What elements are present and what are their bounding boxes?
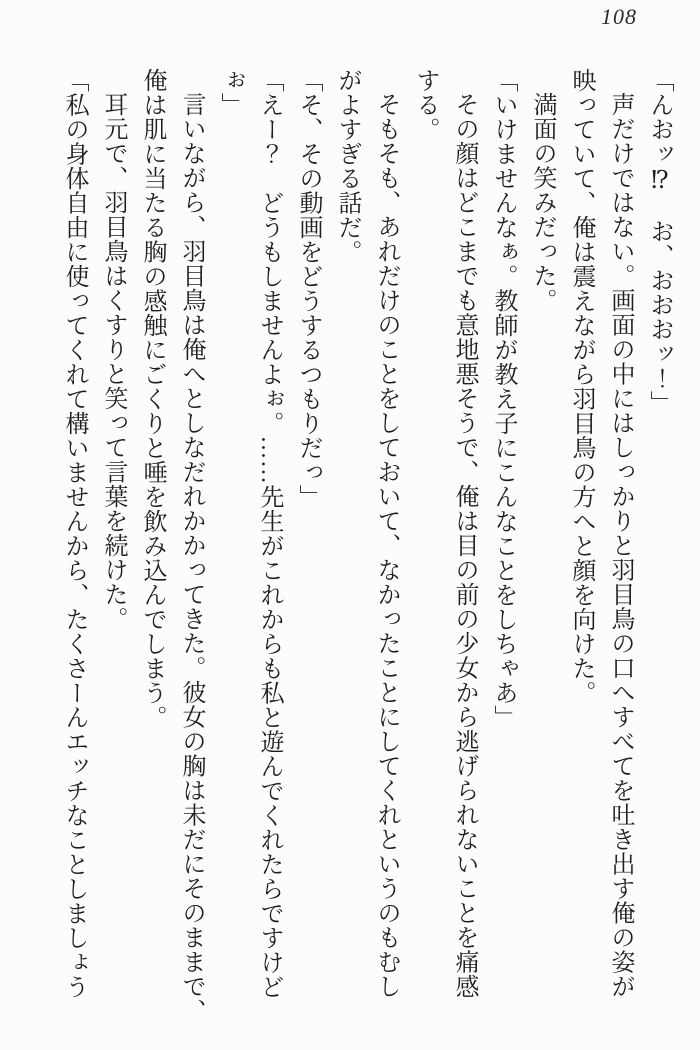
page-number: 108 xyxy=(601,4,637,29)
text-line: 満面の笑みだった。 xyxy=(529,92,555,313)
text-line: がよすぎる話だ。 xyxy=(334,68,360,264)
text-line: その顔はどこまでも意地悪そうで、俺は目の前の少女から逃げられないことを痛感 xyxy=(451,92,477,999)
text-line: する。 xyxy=(412,68,438,142)
text-line: 俺は肌に当たる胸の感触にごくりと唾を飲み込んでしまう。 xyxy=(139,68,165,730)
text-line: 「んおッ⁉ お、おおおッ！」 xyxy=(646,68,672,415)
text-line: 言いながら、羽目鳥は俺へとしなだれかかってきた。彼女の胸は未だにそのままで、 xyxy=(178,92,204,1023)
text-line: そもそも、あれだけのことをしておいて、なかったことにしてくれというのもむし xyxy=(373,92,399,999)
text-block xyxy=(54,68,678,1023)
text-line: ぉ」 xyxy=(217,68,243,117)
text-line: 「そ、その動画をどうするつもりだっ」 xyxy=(295,68,321,509)
text-line: 「いけませんなぁ。教師が教え子にこんなことをしちゃあ」 xyxy=(490,68,516,730)
text-line: 映っていて、俺は震えながら羽目鳥の方へと顔を向けた。 xyxy=(568,68,594,705)
text-line: 「私の身体自由に使ってくれて構いませんから、たくさーんエッチなことしましょう xyxy=(61,68,87,999)
text-line: 「えー？ どうもしませんよぉ。……先生がこれからも私と遊んでくれたらですけど xyxy=(256,68,282,999)
text-line: 声だけではない。画面の中にはしっかりと羽目鳥の口へすべてを吐き出す俺の姿が xyxy=(607,92,633,999)
text-line: 耳元で、羽目鳥はくすりと笑って言葉を続けた。 xyxy=(100,92,126,631)
